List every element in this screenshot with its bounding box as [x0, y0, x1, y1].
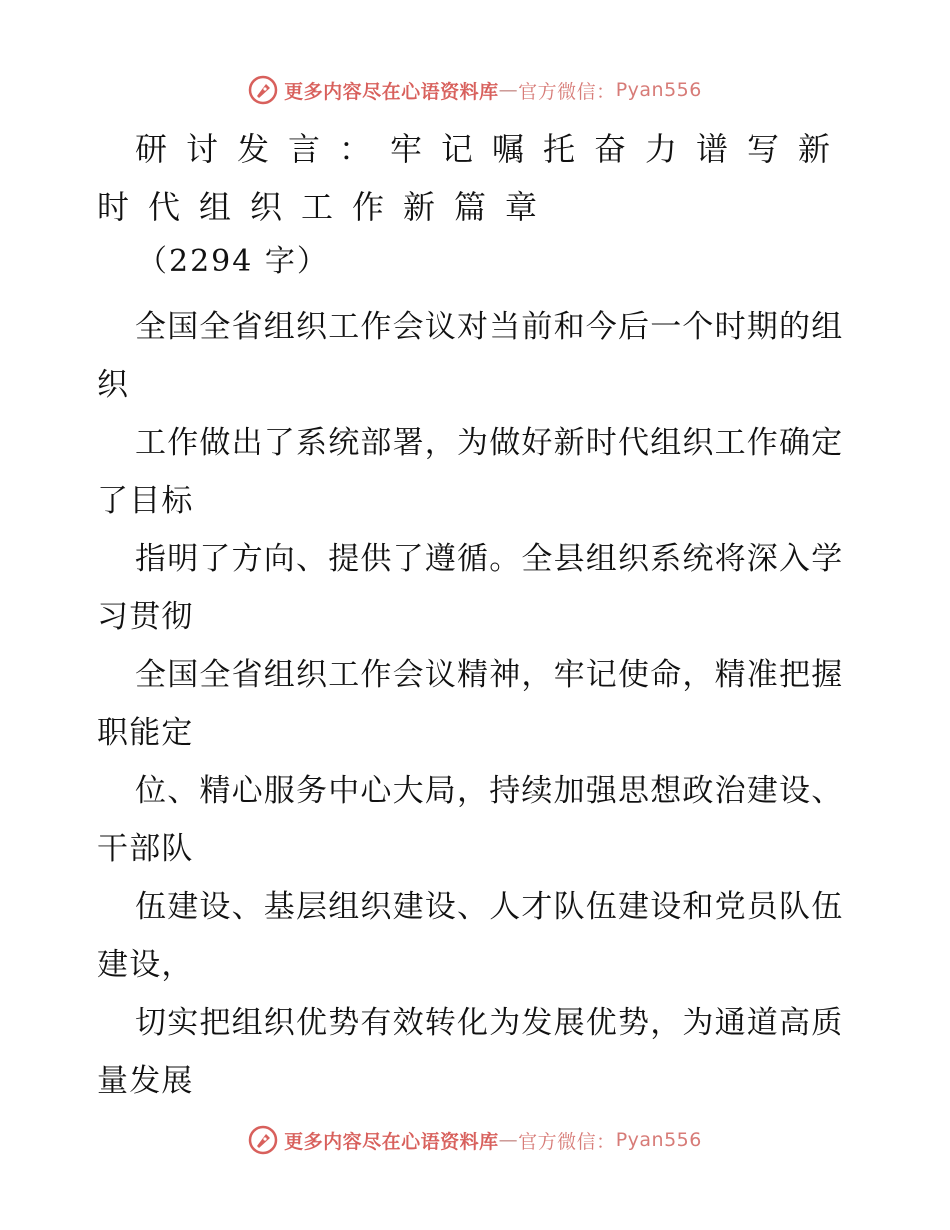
watermark-wechat-id: Pyan556: [615, 1129, 702, 1151]
watermark-main-text: 更多内容尽在心语资料库: [284, 80, 499, 103]
watermark-wechat-label: 官方微信：: [518, 1130, 616, 1153]
watermark-wechat-id: Pyan556: [615, 79, 702, 101]
paragraph: 位、精心服务中心大局，持续加强思想政治建设、干部队: [97, 773, 844, 867]
paragraph: 全国全省组织工作会议对当前和今后一个时期的组织: [97, 309, 844, 403]
paragraph: 切实把组织优势有效转化为发展优势，为通道高质量发展: [97, 1005, 844, 1099]
pen-nib-circle-icon: [248, 1125, 278, 1155]
document-title: 研讨发言：牢记嘱托奋力谱写新时代组织工作新篇章: [97, 130, 850, 226]
paragraph: 伍建设、基层组织建设、人才队伍建设和党员队伍建设，: [97, 889, 844, 983]
paragraph: 指明了方向、提供了遵循。全县组织系统将深入学习贯彻: [97, 541, 844, 635]
pen-nib-circle-icon: [248, 75, 278, 105]
watermark-separator: —: [498, 1129, 519, 1151]
footer-watermark: [0, 1120, 950, 1160]
watermark-main-text: 更多内容尽在心语资料库: [284, 1130, 499, 1153]
paragraph: 工作做出了系统部署，为做好新时代组织工作确定了目标: [97, 425, 844, 519]
paragraph: 全国全省组织工作会议精神，牢记使命，精准把握职能定: [97, 657, 844, 751]
watermark-separator: —: [498, 79, 519, 101]
document-body: [97, 120, 867, 1110]
watermark-wechat-label: 官方微信：: [518, 80, 616, 103]
header-watermark: [0, 70, 950, 110]
word-count: （2294 字）: [137, 244, 329, 279]
